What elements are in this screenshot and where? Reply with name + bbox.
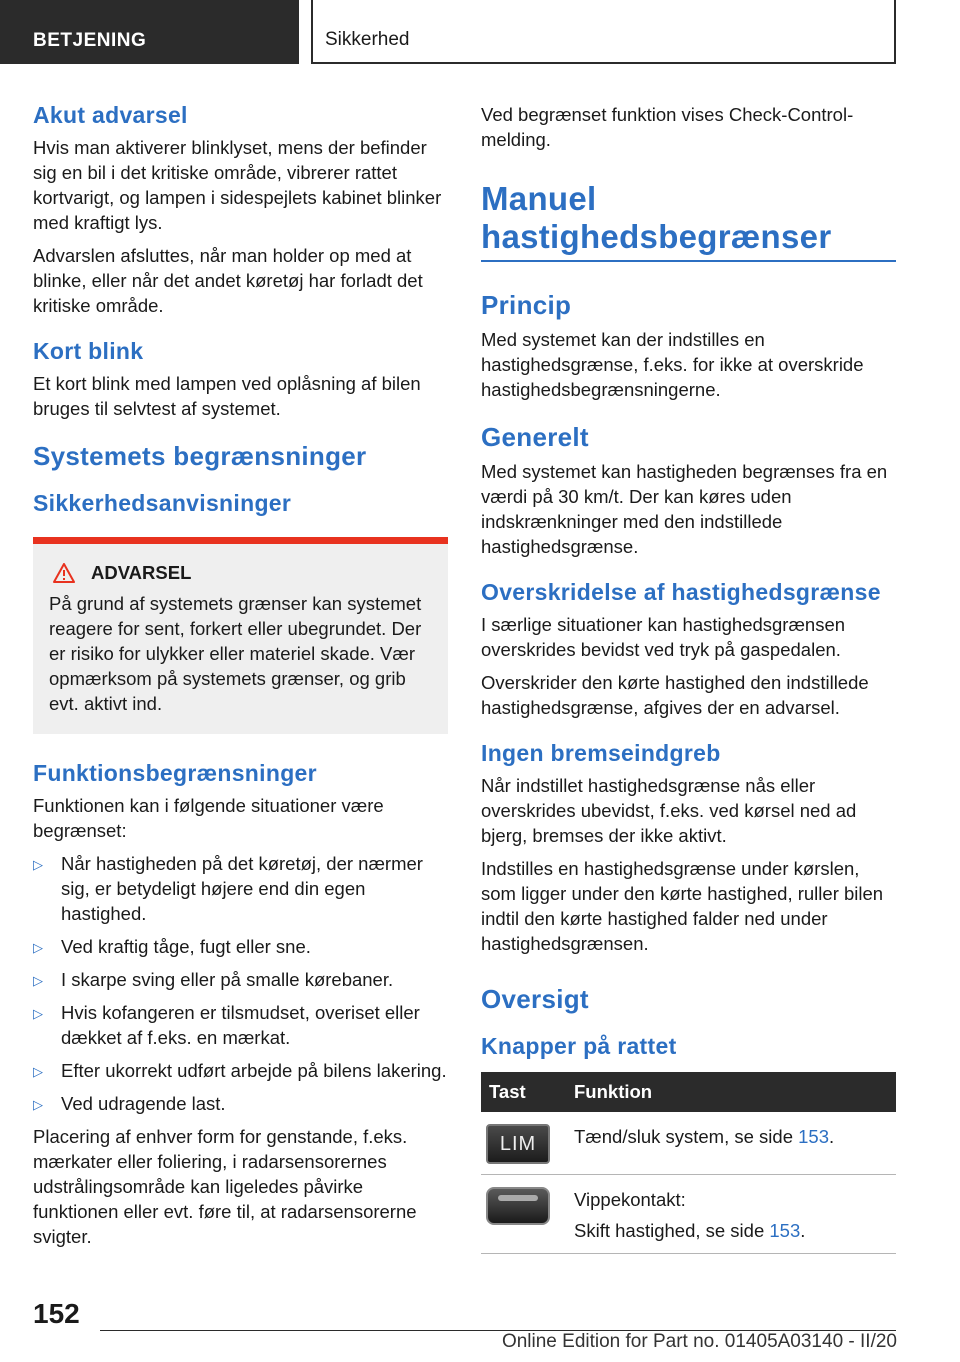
header-section-tab: BETJENING — [0, 0, 299, 64]
heading-kort-blink: Kort blink — [33, 338, 144, 364]
header-chapter-title: Sikkerhed — [311, 0, 896, 64]
warning-box — [33, 537, 448, 734]
table-row — [481, 1112, 896, 1175]
warning-text: På grund af systemets grænser kan systemet reagere for sent, forkert eller ubegrundet. Der er risiko for ulykker eller materiel skade. Vær opmærksom på systemets grænser, og grib evt. aktivt ind. — [49, 593, 422, 714]
limitations-list — [33, 851, 448, 1116]
left-column — [33, 102, 448, 1257]
heading-funktionsbegraensninger: Funktionsbegrænsninger — [33, 760, 317, 786]
table-header-key: Tast — [481, 1072, 566, 1112]
heading-ingen-bremseindgreb: Ingen bremseindgreb — [481, 740, 721, 766]
list-item: ▷ Efter ukorrekt udført arbejde på bilens lakering. — [33, 1058, 448, 1083]
heading-sikkerhedsanvisninger: Sikkerhedsanvisninger — [33, 490, 292, 516]
warning-label: ADVARSEL — [91, 562, 192, 583]
heading-manuel-hastighedsbegraenser: Manuel hastighedsbegrænser — [481, 180, 832, 255]
list-item: ▷ Ved kraftig tåge, fugt eller sne. — [33, 934, 448, 959]
main-title-block — [481, 180, 896, 262]
triangle-bullet-icon: ▷ — [33, 1097, 43, 1112]
heading-generelt: Generelt — [481, 422, 589, 452]
table-row — [481, 1175, 896, 1254]
table-cell-key — [481, 1112, 566, 1175]
paragraph-overskridelse-1: I særlige situationer kan hastighedsgrænsen overskrides bevidst ved tryk på gaspedalen. — [481, 614, 846, 660]
buttons-table — [481, 1072, 896, 1254]
table-cell-function: Vippekontakt: Skift hastighed, se side 153. — [566, 1175, 896, 1254]
footer-edition: Online Edition for Part no. 01405A03140 - II/20 — [501, 1331, 897, 1352]
paragraph-funktion-placering: Placering af enhver form for genstande, f.eks. mærkater eller foliering, i radarsensorernes udstrålingsområde kan ligeledes påvirke funktionen eller evt. føre til, at radarsensorerne svigter. — [33, 1126, 417, 1247]
table-cell-key — [481, 1175, 566, 1254]
list-item: ▷ Hvis kofangeren er tilsmudset, overiset eller dækket af f.eks. en mærkat. — [33, 1002, 420, 1048]
paragraph-overskridelse-2: Overskrider den kørte hastighed den indstillede hastighedsgrænse, afgives der en advarsel. — [481, 672, 869, 718]
triangle-bullet-icon: ▷ — [33, 1064, 43, 1079]
table-cell-function: Tænd/sluk system, se side 153. — [566, 1112, 896, 1175]
paragraph-ingen-1: Når indstillet hastighedsgrænse nås eller overskrides ubevidst, f.eks. ved kørsel ned ad bjerg, bremses der ikke aktivt. — [481, 775, 857, 846]
list-item: ▷ Ved udragende last. — [33, 1091, 448, 1116]
heading-princip: Princip — [481, 290, 572, 320]
triangle-bullet-icon: ▷ — [33, 857, 43, 872]
paragraph-ingen-2: Indstilles en hastighedsgrænse under kørslen, som ligger under den kørte hastighed, ruller bilen indtil den kørte hastighed falder ned under hastighedsgrænsen. — [481, 858, 884, 954]
lim-button-icon: LIM — [486, 1124, 550, 1164]
heading-systemets-begraensninger: Systemets begrænsninger — [33, 441, 367, 471]
paragraph-funktion-intro: Funktionen kan i følgende situationer være begrænset: — [33, 795, 384, 841]
right-column — [481, 102, 896, 1254]
table-header-row — [481, 1072, 896, 1112]
warning-triangle-icon — [53, 563, 75, 583]
warning-title — [39, 562, 433, 584]
rocker-switch-icon — [486, 1187, 550, 1225]
page-link-153[interactable]: 153 — [798, 1126, 830, 1147]
triangle-bullet-icon: ▷ — [33, 973, 43, 988]
paragraph-akut-2: Advarslen afsluttes, når man holder op med at blinke, eller når det andet køretøj har forladt det kritiske område. — [33, 245, 423, 316]
paragraph-akut-1: Hvis man aktiverer blinklyset, mens der befinder sig en bil i det kritiske område, vibrerer rattet kortvarigt, og lampen i sidespejlets kabinet blinker med kraftigt lys. — [33, 137, 442, 233]
page-link-153[interactable]: 153 — [769, 1220, 801, 1241]
list-item: ▷ I skarpe sving eller på smalle kørebaner. — [33, 967, 448, 992]
list-item: ▷ Når hastigheden på det køretøj, der nærmer sig, er betydeligt højere end din egen hastighed. — [33, 853, 423, 924]
page-number: 152 — [33, 1298, 80, 1329]
triangle-bullet-icon: ▷ — [33, 940, 43, 955]
heading-knapper-paa-rattet: Knapper på rattet — [481, 1033, 677, 1059]
table-header-function: Funktion — [566, 1072, 896, 1112]
triangle-bullet-icon: ▷ — [33, 1006, 43, 1021]
paragraph-kort-blink: Et kort blink med lampen ved oplåsning af bilen bruges til selvtest af systemet. — [33, 373, 421, 419]
heading-overskridelse: Overskridelse af hastighedsgrænse — [481, 579, 881, 605]
heading-akut-advarsel: Akut advarsel — [33, 102, 188, 128]
paragraph-princip: Med systemet kan der indstilles en hastighedsgrænse, f.eks. for ikke at overskride hastighedsbegrænsningerne. — [481, 329, 864, 400]
paragraph-check-control: Ved begrænset funktion vises Check-Control-melding. — [481, 104, 854, 150]
paragraph-generelt: Med systemet kan hastigheden begrænses fra en værdi på 30 km/t. Der kan køres uden indskrænkninger med den indstillede hastighedsgrænse. — [481, 461, 888, 557]
heading-oversigt: Oversigt — [481, 984, 589, 1014]
